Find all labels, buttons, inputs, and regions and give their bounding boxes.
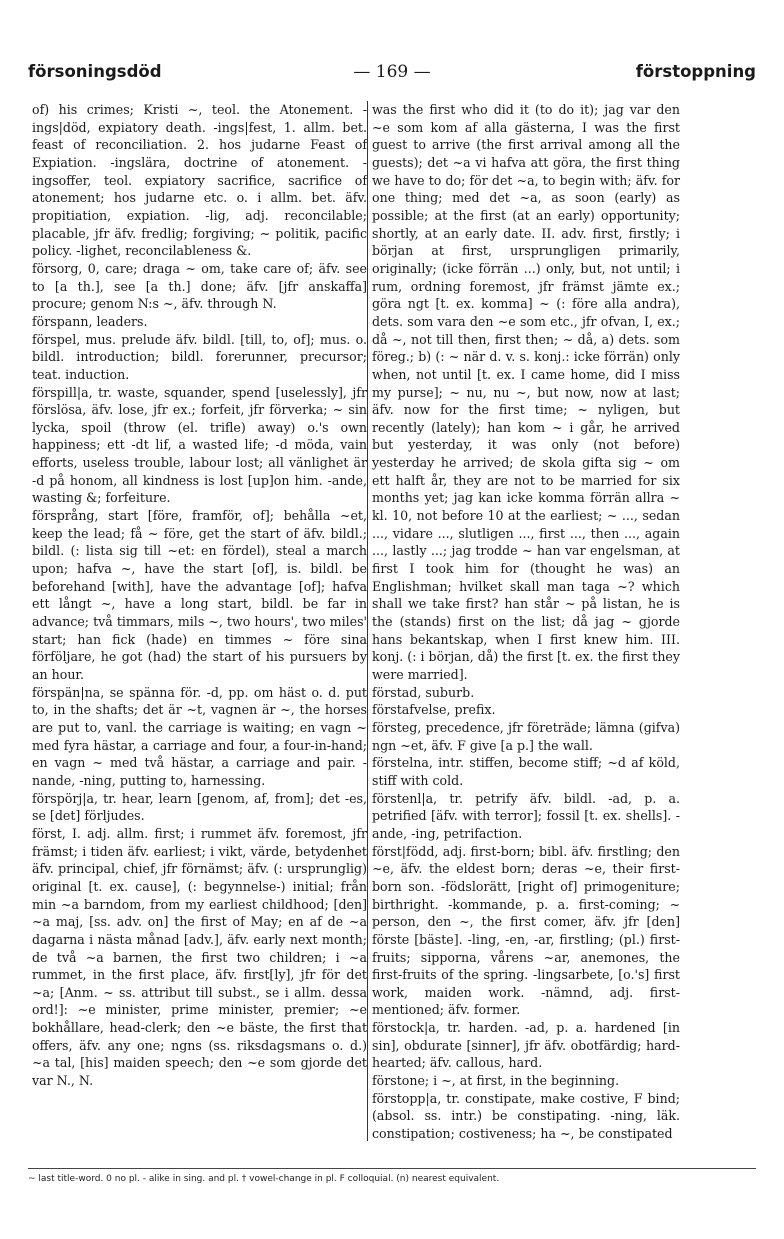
entry: först, I. adj. allm. first; i rummet äfv. foremost, jfr främst; i tiden äfv. earliest; i vikt, värde, betydenhet äfv. principal, chief, jfr förnämst; äfv. (: ursprunglig) original [t. ex. cause], (: begynnelse-) initial; från min ~a barndom, from my earliest childhood; [den] ~a maj, [ss. adv. on] the first of May; en af de ~a dagarna i nästa månad [adv.], äfv. early next month; de två ~a barnen, the first two children; i ~a rummet, in the first place, äfv. first[ly], jfr för det ~a; [Anm. ~ ss. attribut till subst., se i allm. dessa ord!]: ~e minister, prime minister, premier; ~e bokhållare, head-clerk; den ~e bäste, the first that offers, äfv. any one; ngns (ss. riksdagsmans o. d.) ~a tal, [his] maiden speech; den ~e som gjorde det var N., N. [32,825,367,1089]
entry: förstock|a, tr. harden. -ad, p. a. hardened [in sin], obdurate [sinner], jfr äfv. obotfärdig; hard-hearted; äfv. callous, hard. [372,1020,680,1071]
footer-legend: ~ last title-word. 0 no pl. - alike in sing. and pl. † vowel-change in pl. F colloquial. (n) nearest equivalent. [28,1174,500,1184]
right-column [367,101,680,1141]
entry: was the first who did it (to do it); jag var den ~e som kom af alla gästerna, I was the first guest to arrive (the first arrival among all the guests); det ~a vi hafva att göra, the first thing we have to do; för det ~a, to begin with; äfv. for one thing; med det ~a, as soon (early) as possible; at the first (at an early) opportunity; shortly, at an early date. II. adv. first, firstly; i början at first, ursprungligen primarily, originally; (icke förrän ...) only, but, not until; i rum, ordning foremost, jfr främst jämte ex.; göra ngt [t. ex. komma] ~ (: före alla andra), dets. som vara den ~e som etc., jfr ofvan, I, ex.; då ~, not till then, first then; ~ då, a) dets. som föreg.; b) (: ~ när d. v. s. konj.: icke förrän) only when, not until [t. ex. I came home, did I miss my purse]; ~ nu, nu ~, but now, now at last; äfv. now for the first time; ~ nyligen, but recently (lately); han kom ~ i går, he arrived but yesterday, it was only (not before) yesterday he arrived; de skola gifta sig ~ om ett halft år, they are not to be married for six months yet; jag kan icke komma förrän allra ~ kl. 10, not before 10 at the earliest; ~ ..., sedan ..., vidare ..., slutligen ..., first ..., then ..., again ..., lastly ...; jag trodde ~ han var engelsman, at first I took him for (thought he was) an Englishman; hvilket skall man taga ~? which shall we take first? han står ~ på listan, he is the (stands) first on the list; då jag ~ gjorde hans bekantskap, when I first knew him. III. konj. (: i början, då) the first [t. ex. the first they were married]. [372,102,680,682]
entry: förstafvelse, prefix. [372,702,496,718]
left-column [32,101,367,1090]
entry: försteg, precedence, jfr företräde; lämna (gifva) ngn ~et, äfv. F give [a p.] the wall. [372,719,680,753]
entry: förspill|a, tr. waste, squander, spend [uselessly], jfr förslösa, äfv. lose, jfr ex.; forfeit, jfr förverka; ~ sin lycka, spoil (throw (el. trifle) away) o.'s own happiness; ett -dt lif, a wasted life; -d möda, vain efforts, useless trouble, labour lost; all vänlighet är -d på honom, all kindness is lost [up]on him. -ande, wasting &; forfeiture. [32,384,367,506]
running-header [28,62,756,86]
entry: förstelna, intr. stiffen, become stiff; ~d af köld, stiff with cold. [372,755,680,788]
entry: förspel, mus. prelude äfv. bildl. [till, to, of]; mus. o. bildl. introduction; bildl. forerunner, precursor; teat. induction. [32,331,367,382]
header-right-word: förstoppning [635,62,756,81]
entry: först|född, adj. first-born; bibl. äfv. firstling; den ~e, äfv. the eldest born; deras ~e, their first-born son. -födslorätt, [right of] primogeniture; birthright. -kommande, p. a. first-coming; ~ person, den ~, the first comer, äfv. jfr [den] förste [bäste]. -ling, -en, -ar, firstling; (pl.) first-fruits; sipporna, vårens ~ar, anemones, the first-fruits of the spring. -lingsarbete, [o.'s] first work, maiden work. -nämnd, adj. first-mentioned; äfv. former. [372,843,680,1018]
entry: förstad, suburb. [372,684,475,700]
entry: förspän|na, se spänna för. -d, pp. om häst o. d. put to, in the shafts; det är ~t, vagnen är ~, the horses are put to, vanl. the carriage is waiting; en vagn ~ med fyra hästar, a carriage and four, a four-in-hand; en vagn ~ med två hästar, a carriage and pair. -nande, -ning, putting to, harnessing. [32,684,367,788]
entry: förstopp|a, tr. constipate, make costive, F bind; (absol. ss. intr.) be constipating. -ning, läk. constipation; costiveness; ha ~, be constipated [372,1090,680,1142]
header-left-word: försoningsdöd [28,62,162,81]
entry: förstone; i ~, at first, in the beginning. [372,1073,620,1089]
entry: of) his crimes; Kristi ~, teol. the Atonement. -ings|död, expiatory death. -ings|fest, 1. allm. bet. feast of reconciliation. 2. hos judarne Feast of Expiation. -ingslära, doctrine of atonement. -ingsoffer, teol. expiatory sacrifice, sacrifice of atonement; hos judarne etc. o. i allm. bet. äfv. propitiation, expiation. -lig, adj. reconcilable; placable, jfr äfv. fredlig; forgiving; ~ politik, pacific policy. -lighet, reconcilableness &. [32,102,367,259]
entry: förspann, leaders. [32,313,148,329]
entry: försorg, 0, care; draga ~ om, take care of; äfv. see to [a th.], see [a th.] done; äfv. [jfr anskaffa] procure; genom N:s ~, äfv. through N. [32,260,367,312]
entry: förspörj|a, tr. hear, learn [genom, af, from]; det -es, se [det] förljudes. [32,790,367,824]
footer-rule [28,1168,756,1169]
entry: försprång, start [före, framför, of]; behålla ~et, keep the lead; få ~ före, get the start of äfv. bildl.; bildl. (: lista sig till ~et: en fördel), steal a march upon; hafva ~, have the start [of], is. bildl. be beforehand [with], have the advantage [of]; hafva ett långt ~, have a long start, bildl. be far in advance; två timmars, mils ~, two hours', two miles' start; han fick (hade) en timmes ~ före sina förföljare, he got (had) the start of his pursuers by an hour. [32,508,367,682]
entry: förstenl|a, tr. petrify äfv. bildl. -ad, p. a. petrified [äfv. with terror]; fossil [t. ex. shells]. -ande, -ing, petrifaction. [372,790,680,841]
page-number: — 169 — [353,62,431,82]
